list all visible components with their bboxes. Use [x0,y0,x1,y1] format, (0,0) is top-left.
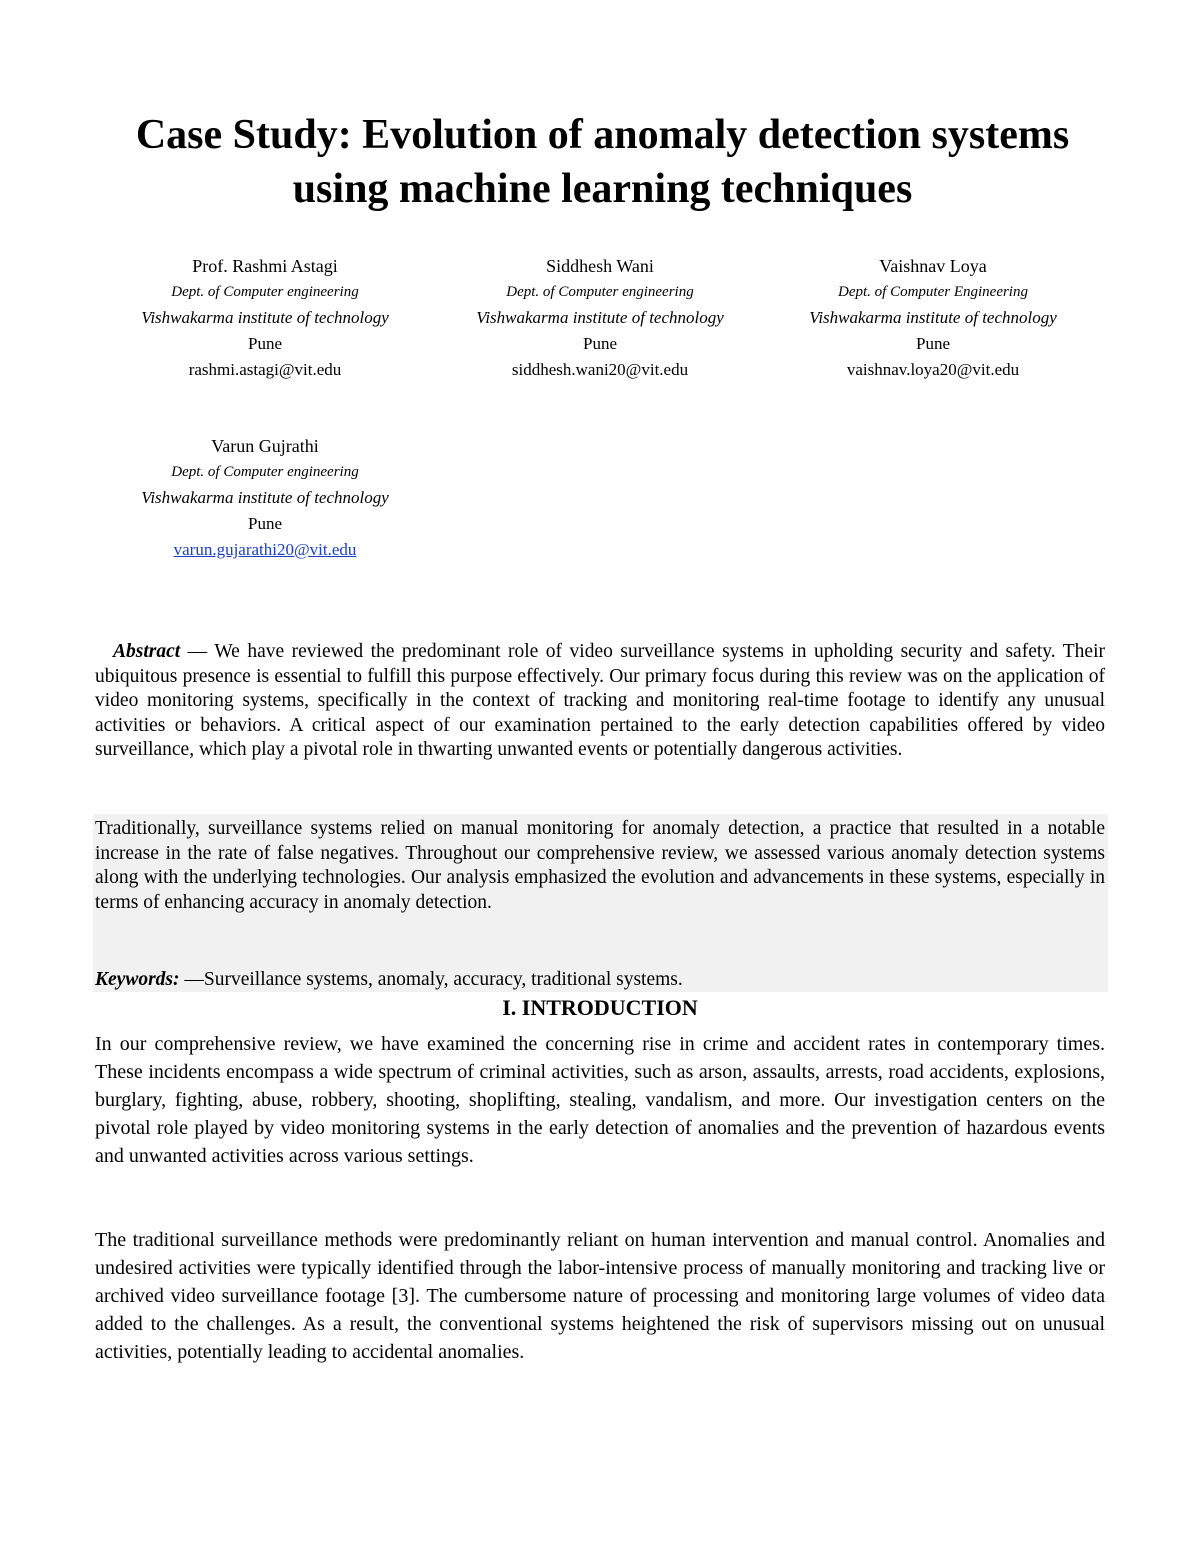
author-city: Pune [248,334,282,353]
author-city: Pune [583,334,617,353]
author-name: Siddhesh Wani [546,256,654,276]
author-block [100,433,430,563]
abstract-label: Abstract [113,641,181,662]
author-block [100,253,430,383]
keywords-line [95,968,1105,993]
author-name: Vaishnav Loya [879,256,987,276]
author-city: Pune [916,334,950,353]
author-email: vaishnav.loya20@vit.edu [846,360,1020,379]
email-link[interactable]: varun.gujarathi20@vit.edu [173,540,357,559]
author-email: rashmi.astagi@vit.edu [188,360,342,379]
author-institute: Vishwakarma institute of technology [476,308,724,327]
keywords-label: Keywords: [95,969,180,990]
keywords-text: —Surveillance systems, anomaly, accuracy, traditional systems. [179,969,683,990]
author-city: Pune [248,514,282,533]
author-dept: Dept. of Computer engineering [171,284,359,300]
abstract-text: We have reviewed the predominant role of video surveillance systems in upholding security and safety. Their ubiquitous presence is essential to fulfill this purpose effectively. Our primary focus during this review was on the application of video monitoring systems, specifically in the context of tracking and monitoring real-time footage to identify any unusual activities or behaviors. A critical aspect of our examination pertained to the early detection capabilities offered by video surveillance, which play a pivotal role in thwarting unwanted events or potentially dangerous activities. [95,641,1106,760]
abstract-separator: — [180,641,215,662]
author-dept: Dept. of Computer Engineering [838,284,1028,300]
author-block [435,253,765,383]
author-name: Varun Gujrathi [211,436,319,456]
author-dept: Dept. of Computer engineering [171,464,359,480]
author-dept: Dept. of Computer engineering [506,284,694,300]
author-email: siddhesh.wani20@vit.edu [511,360,689,379]
author-institute: Vishwakarma institute of technology [141,488,389,507]
author-email-link[interactable] [100,537,430,563]
introduction-paragraph-2: The traditional surveillance methods were predominantly reliant on human intervention and manual control. Anomalies and undesired activities were typically identified through the labor-intensive process of manually monitoring and tracking live or archived video surveillance footage [3]. The cumbersome nature of processing and monitoring large volumes of video data added to the challenges. As a result, the conventional systems heightened the risk of supervisors missing out on unusual activities, potentially leading to accidental anomalies. [95,1229,1105,1363]
author-name: Prof. Rashmi Astagi [192,256,338,276]
paper-title: Case Study: Evolution of anomaly detection systems using machine learning techniques [135,112,1070,212]
introduction-paragraph-1: In our comprehensive review, we have examined the concerning rise in crime and accident rates in contemporary times. These incidents encompass a wide spectrum of criminal activities, such as arson, assaults, arrests, road accidents, explosions, burglary, fighting, abuse, robbery, shooting, shoplifting, stealing, vandalism, and more. Our investigation centers on the pivotal role played by video monitoring systems in the early detection of anomalies and the prevention of hazardous events and unwanted activities across various settings. [95,1033,1105,1167]
author-institute: Vishwakarma institute of technology [141,308,389,327]
author-institute: Vishwakarma institute of technology [809,308,1057,327]
abstract-paragraph-2: Traditionally, surveillance systems relied on manual monitoring for anomaly detection, a practice that resulted in a notable increase in the rate of false negatives. Throughout our comprehensive review, we assessed various anomaly detection systems along with the underlying technologies. Our analysis emphasized the evolution and advancements in these systems, especially in terms of enhancing accuracy in anomaly detection. [95,818,1105,913]
section-heading-introduction: I. INTRODUCTION [502,995,698,1020]
author-block [768,253,1098,383]
abstract-paragraph [95,640,1105,763]
